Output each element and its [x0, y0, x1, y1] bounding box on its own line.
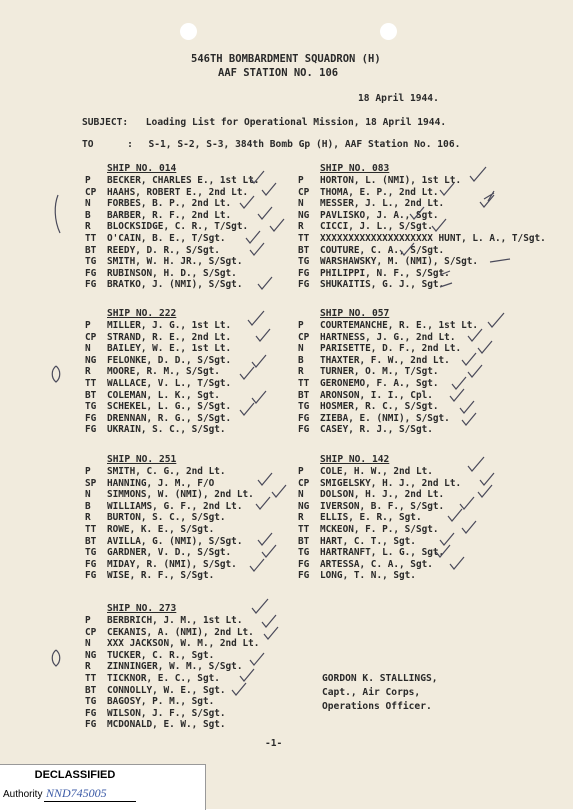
crew-member: [298, 512, 461, 524]
crew-position: FG: [85, 558, 97, 570]
ship-title: SHIP NO. 222: [107, 308, 177, 319]
crew-member: [298, 245, 546, 257]
crew-member: [298, 320, 478, 332]
crew-position: TG: [85, 256, 97, 268]
crew-position: BT: [298, 535, 310, 547]
crew-name: ARTESSA, C. A., Sgt.: [320, 558, 433, 570]
crew-name: TUCKER, C. R., Sgt.: [107, 649, 215, 661]
crew-name: BARBER, R. F., 2nd Lt.: [107, 209, 232, 221]
crew-member: [298, 466, 461, 478]
crew-name: CICCI, J. L., S/Sgt.: [320, 221, 433, 233]
crew-member: [85, 661, 259, 673]
crew-position: NG: [298, 500, 310, 512]
crew-name: REEDY, D. R., S/Sgt.: [107, 244, 220, 256]
crew-position: FG: [298, 267, 310, 279]
crew-position: B: [85, 500, 91, 512]
crew-name: SIMMONS, W. (NMI), 2nd Lt.: [107, 489, 254, 501]
ship-block: [298, 162, 546, 291]
crew-name: HAAHS, ROBERT E., 2nd Lt.: [107, 186, 249, 198]
crew-name: DRENNAN, R. G., S/Sgt.: [107, 412, 232, 424]
crew-position: BT: [85, 244, 97, 256]
crew-member: [298, 501, 461, 513]
crew-member: [298, 355, 478, 367]
crew-position: N: [298, 489, 304, 501]
crew-name: HARTNESS, J. G., 2nd Lt.: [320, 331, 456, 343]
punch-hole: [380, 23, 397, 40]
crew-member: [85, 221, 259, 233]
crew-name: ZIEBA, E. (NMI), S/Sgt.: [320, 412, 450, 424]
subject-text: Loading List for Operational Mission, 18 April 1944.: [145, 117, 447, 128]
crew-member: [85, 559, 254, 571]
crew-position: SP: [85, 477, 97, 489]
crew-name: BRATKO, J. (NMI), S/Sgt.: [107, 279, 243, 291]
crew-name: WARSHAWSKY, M. (NMI), S/Sgt.: [320, 256, 479, 268]
crew-member: [85, 524, 254, 536]
crew-member: [298, 390, 478, 402]
crew-name: LONG, T. N., Sgt.: [320, 570, 416, 582]
crew-name: BLOCKSIDGE, C. R., T/Sgt.: [107, 221, 249, 233]
stamp-authority-label: Authority: [3, 789, 43, 800]
crew-name: IVERSON, B. F., S/Sgt.: [320, 500, 445, 512]
to-text: S-1, S-2, S-3, 384th Bomb Gp (H), AAF Station No. 106.: [148, 139, 461, 150]
crew-member: [85, 638, 259, 650]
crew-name: SMITH, C. G., 2nd Lt.: [107, 466, 226, 477]
crew-position: FG: [298, 424, 310, 436]
crew-member: [85, 268, 259, 280]
crew-name: BERBRICH, J. M., 1st Lt.: [107, 615, 243, 626]
signature-role: Operations Officer.: [322, 701, 432, 712]
crew-position: NG: [85, 354, 97, 366]
crew-position: FG: [85, 279, 97, 291]
crew-name: COLE, H. W., 2nd Lt.: [320, 466, 433, 477]
crew-member: [298, 175, 546, 187]
crew-member: [85, 256, 259, 268]
squadron-heading: 546TH BOMBARDMENT SQUADRON (H): [191, 53, 381, 65]
document-date: 18 April 1944.: [358, 93, 439, 104]
crew-name: TICKNOR, E. C., Sgt.: [107, 672, 220, 684]
crew-member: [85, 210, 259, 222]
crew-name: MILLER, J. G., 1st Lt.: [107, 320, 232, 331]
crew-position: B: [85, 209, 91, 221]
ship-block: [85, 307, 231, 436]
crew-name: SHUKAITIS, G. J., Sgt.: [320, 279, 445, 291]
crew-member: [85, 570, 254, 582]
ship-title: SHIP NO. 273: [107, 603, 177, 614]
crew-position: FG: [85, 424, 97, 436]
crew-name: BAILEY, W. E., 1st Lt.: [107, 343, 232, 355]
crew-member: [85, 175, 259, 187]
crew-member: [298, 489, 461, 501]
to-line: [82, 139, 460, 150]
crew-name: COURTEMANCHE, R. E., 1st Lt.: [320, 320, 479, 331]
crew-name: MESSER, J. L., 2nd Lt.: [320, 198, 445, 210]
crew-name: HART, C. T., Sgt.: [320, 535, 416, 547]
crew-member: [85, 627, 259, 639]
crew-member: [298, 332, 478, 344]
crew-position: R: [298, 366, 304, 378]
crew-member: [298, 424, 478, 436]
crew-position: NG: [298, 209, 310, 221]
crew-name: COLEMAN, L. K., Sgt.: [107, 389, 220, 401]
crew-member: [298, 413, 478, 425]
crew-member: [298, 559, 461, 571]
crew-position: TT: [85, 232, 97, 244]
crew-position: FG: [85, 707, 97, 719]
crew-name: XXX JACKSON, W. M., 2nd Lt.: [107, 638, 260, 650]
crew-position: TT: [85, 523, 97, 535]
crew-member: [85, 378, 231, 390]
crew-name: SMITH, W. H. JR., S/Sgt.: [107, 256, 243, 268]
crew-name: HORTON, L. (NMI), 1st Lt.: [320, 175, 462, 186]
crew-member: [298, 524, 461, 536]
crew-position: CP: [85, 331, 97, 343]
crew-position: P: [85, 615, 91, 626]
crew-position: FG: [85, 570, 97, 582]
crew-name: SMIGELSKY, H. J., 2nd Lt.: [320, 477, 462, 489]
crew-name: BECKER, CHARLES E., 1st Lt.: [107, 175, 260, 186]
crew-position: P: [85, 320, 91, 331]
crew-member: [85, 343, 231, 355]
crew-member: [85, 233, 259, 245]
crew-position: TG: [298, 401, 310, 413]
crew-name: ELLIS, E. R., Sgt.: [320, 512, 422, 524]
crew-member: [298, 478, 461, 490]
signature-name: GORDON K. STALLINGS,: [322, 673, 438, 684]
crew-position: NG: [85, 649, 97, 661]
crew-position: TG: [298, 256, 310, 268]
crew-name: FELONKE, D. D., S/Sgt.: [107, 354, 232, 366]
crew-member: [298, 279, 546, 291]
crew-position: FG: [298, 570, 310, 582]
crew-position: FG: [85, 412, 97, 424]
declassified-stamp: [0, 764, 206, 810]
crew-member: [298, 210, 546, 222]
crew-name: SCHEKEL, L. G., S/Sgt.: [107, 401, 232, 413]
crew-position: TG: [85, 696, 97, 708]
crew-name: MCDONALD, E. W., Sgt.: [107, 719, 226, 731]
crew-name: MIDAY, R. (NMI), S/Sgt.: [107, 558, 237, 570]
crew-member: [85, 390, 231, 402]
crew-member: [298, 221, 546, 233]
crew-member: [85, 615, 259, 627]
crew-position: BT: [85, 684, 97, 696]
stamp-title: DECLASSIFIED: [34, 769, 116, 781]
crew-name: TURNER, O. M., T/Sgt.: [320, 366, 439, 378]
crew-name: XXXXXXXXXXXXXXXXXXXX HUNT, L. A., T/Sgt.: [320, 232, 546, 244]
crew-name: GERONEMO, F. A., Sgt.: [320, 377, 439, 389]
crew-member: [85, 512, 254, 524]
stamp-underline: [44, 801, 136, 802]
crew-name: BAGOSY, P. M., Sgt.: [107, 696, 215, 708]
crew-member: [298, 343, 478, 355]
crew-member: [298, 536, 461, 548]
crew-position: FG: [85, 267, 97, 279]
crew-position: TT: [85, 672, 97, 684]
crew-position: TG: [85, 547, 97, 559]
crew-position: N: [298, 198, 304, 210]
stamp-authority-number: NND745005: [46, 786, 107, 800]
crew-position: CP: [298, 186, 310, 198]
crew-position: N: [85, 638, 91, 650]
crew-name: UKRAIN, S. C., S/Sgt.: [107, 424, 226, 436]
signature-rank: Capt., Air Corps,: [322, 687, 421, 698]
crew-position: P: [298, 466, 304, 477]
crew-name: COUTURE, C. A., S/Sgt.: [320, 244, 445, 256]
crew-name: ARONSON, I. I., Cpl.: [320, 389, 433, 401]
crew-position: FG: [298, 412, 310, 424]
crew-member: [85, 650, 259, 662]
crew-name: MCKEON, F. P., S/Sgt.: [320, 523, 439, 535]
crew-position: P: [298, 175, 304, 186]
crew-member: [85, 719, 259, 731]
crew-name: CASEY, R. J., S/Sgt.: [320, 424, 433, 436]
ship-block: [85, 162, 259, 291]
crew-name: BURTON, S. C., S/Sgt.: [107, 512, 226, 524]
crew-position: CP: [85, 626, 97, 638]
crew-member: [298, 233, 546, 245]
crew-member: [85, 355, 231, 367]
crew-position: N: [298, 343, 304, 355]
crew-member: [298, 378, 478, 390]
crew-name: PHILIPPI, N. F., S/Sgt.: [320, 267, 450, 279]
crew-position: TT: [298, 377, 310, 389]
crew-position: FG: [85, 719, 97, 731]
crew-member: [85, 198, 259, 210]
crew-name: CONNOLLY, W. E., Sgt.: [107, 684, 226, 696]
crew-name: THAXTER, F. W., 2nd Lt.: [320, 354, 450, 366]
crew-name: WILLIAMS, G. F., 2nd Lt.: [107, 500, 243, 512]
crew-position: TT: [298, 523, 310, 535]
crew-position: R: [85, 512, 91, 524]
crew-member: [85, 478, 254, 490]
crew-member: [85, 320, 231, 332]
crew-name: WILSON, J. F., S/Sgt.: [107, 707, 226, 719]
subject-label: SUBJECT:: [82, 117, 129, 128]
crew-position: BT: [298, 389, 310, 401]
ship-block: [85, 602, 259, 731]
crew-member: [298, 198, 546, 210]
ship-block: [298, 307, 478, 436]
crew-member: [298, 547, 461, 559]
crew-position: R: [85, 661, 91, 673]
crew-member: [85, 536, 254, 548]
crew-position: TT: [85, 377, 97, 389]
ship-title: SHIP NO. 014: [107, 163, 177, 174]
crew-position: BT: [298, 244, 310, 256]
crew-name: HOSMER, R. C., S/Sgt.: [320, 401, 439, 413]
ship-title: SHIP NO. 083: [320, 163, 390, 174]
crew-position: CP: [298, 477, 310, 489]
crew-name: WISE, R. F., S/Sgt.: [107, 570, 215, 582]
crew-name: DOLSON, H. J., 2nd Lt.: [320, 489, 445, 501]
ship-title: SHIP NO. 142: [320, 454, 390, 465]
crew-name: HARTRANFT, L. G., Sgt.: [320, 547, 445, 559]
crew-member: [85, 673, 259, 685]
crew-member: [85, 685, 259, 697]
crew-name: HANNING, J. M., F/O: [107, 477, 215, 489]
crew-name: PARISETTE, D. F., 2nd Lt.: [320, 343, 462, 355]
crew-position: TG: [298, 547, 310, 559]
crew-member: [85, 245, 259, 257]
crew-position: CP: [298, 331, 310, 343]
crew-name: O'CAIN, B. E., T/Sgt.: [107, 232, 226, 244]
crew-member: [298, 570, 461, 582]
crew-position: N: [85, 198, 91, 210]
crew-position: BT: [85, 535, 97, 547]
crew-name: GARDNER, V. D., S/Sgt.: [107, 547, 232, 559]
crew-position: TT: [298, 232, 310, 244]
subject-line: [82, 117, 446, 128]
crew-member: [85, 466, 254, 478]
crew-name: THOMA, E. P., 2nd Lt.: [320, 186, 439, 198]
crew-member: [85, 401, 231, 413]
crew-name: CEKANIS, A. (NMI), 2nd Lt.: [107, 626, 254, 638]
crew-member: [298, 187, 546, 199]
crew-position: N: [85, 343, 91, 355]
crew-name: WALLACE, V. L., T/Sgt.: [107, 377, 232, 389]
to-label: TO: [82, 139, 94, 150]
crew-name: RUBINSON, H. D., S/Sgt.: [107, 267, 237, 279]
crew-position: P: [298, 320, 304, 331]
to-colon: :: [127, 139, 133, 150]
crew-position: BT: [85, 389, 97, 401]
crew-name: ROWE, K. E., S/Sgt.: [107, 523, 215, 535]
crew-member: [298, 268, 546, 280]
crew-position: R: [298, 512, 304, 524]
crew-position: R: [298, 221, 304, 233]
crew-member: [85, 413, 231, 425]
page-number: -1-: [265, 738, 283, 749]
crew-position: P: [85, 466, 91, 477]
crew-member: [85, 501, 254, 513]
crew-name: FORBES, B. P., 2nd Lt.: [107, 198, 232, 210]
crew-member: [85, 366, 231, 378]
crew-member: [85, 187, 259, 199]
crew-position: B: [298, 354, 304, 366]
ship-block: [298, 453, 461, 582]
crew-position: P: [85, 175, 91, 186]
crew-position: N: [85, 489, 91, 501]
crew-member: [298, 256, 546, 268]
ship-title: SHIP NO. 057: [320, 308, 390, 319]
crew-member: [85, 332, 231, 344]
crew-member: [85, 489, 254, 501]
crew-position: TG: [85, 401, 97, 413]
crew-position: R: [85, 221, 91, 233]
crew-member: [85, 696, 259, 708]
crew-member: [298, 366, 478, 378]
crew-member: [298, 401, 478, 413]
crew-name: MOORE, R. M., S/Sgt.: [107, 366, 220, 378]
crew-name: PAVLISKO, J. A., Sgt.: [320, 209, 439, 221]
crew-member: [85, 279, 259, 291]
crew-position: FG: [298, 558, 310, 570]
crew-member: [85, 547, 254, 559]
crew-member: [85, 424, 231, 436]
ship-title: SHIP NO. 251: [107, 454, 177, 465]
crew-position: R: [85, 366, 91, 378]
ship-block: [85, 453, 254, 582]
crew-position: FG: [298, 279, 310, 291]
station-heading: AAF STATION NO. 106: [218, 67, 339, 79]
punch-hole: [180, 23, 197, 40]
crew-member: [85, 708, 259, 720]
crew-position: CP: [85, 186, 97, 198]
crew-name: ZINNINGER, W. M., S/Sgt.: [107, 661, 243, 673]
crew-name: STRAND, R. E., 2nd Lt.: [107, 331, 232, 343]
crew-name: AVILLA, G. (NMI), S/Sgt.: [107, 535, 243, 547]
